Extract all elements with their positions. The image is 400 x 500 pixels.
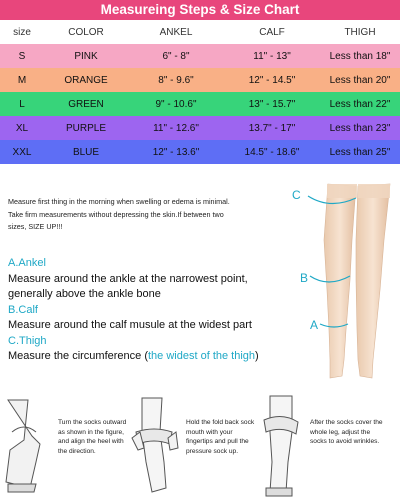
cell-ankel: 6" - 8" [162,50,190,62]
step-line: Hold the fold back sock [186,419,255,426]
step-line: and align the heel with [58,438,124,445]
step-line: mouth with your [186,428,233,436]
thigh-text [8,349,308,365]
cell-ankel: 9" - 10.6" [155,98,197,110]
ankel-text: generally above the ankle bone [8,288,161,300]
step-line: as shown in the figure, [58,428,124,436]
table-header-row [0,20,400,44]
table-row [0,116,400,140]
thigh-highlight: the widest of the thigh [148,350,256,362]
cell-size: XXL [12,146,32,158]
cell-color: BLUE [72,146,100,158]
cell-ankel: 11" - 12.6" [153,122,199,134]
step-line: fingertips and pull the [186,438,249,445]
cell-thigh: Less than 22" [329,98,391,110]
cell-ankel: 8" - 9.6" [158,74,194,86]
step-line: whole leg, adjust the [310,428,371,436]
cell-size: S [18,50,26,62]
thigh-label: C.Thigh [8,334,47,347]
step-line: Turn the socks outward [58,419,127,426]
leg-label-c: C [292,188,301,202]
ankel-label: A.Ankel [8,257,46,269]
header-thigh: THIGH [344,26,376,38]
step-line: After the socks cover the [310,419,383,426]
header-color: COLOR [68,26,104,38]
cell-size: L [19,98,25,110]
cell-thigh: Less than 18" [329,50,391,62]
cell-color: GREEN [68,98,104,110]
stockings-image [300,180,400,380]
cell-size: M [17,74,27,86]
instruction-line: Measure first thing in the morning when swelling or edema is minimal. [8,197,230,206]
table-row [0,92,400,116]
table-row [0,140,400,164]
instruction-line: Take firm measurements without depressing the skin.If between two [8,209,224,219]
leg-label-a: A [310,318,319,332]
cell-calf: 13.7" - 17" [248,122,296,134]
cell-color: PINK [74,50,98,62]
step3-text [310,418,398,447]
cell-size: XL [15,122,29,134]
leg-label-b: B [300,271,309,285]
table-row [0,68,400,92]
step2-image [132,398,178,492]
step-line: the direction. [58,447,96,455]
step1-image [6,400,40,492]
legs-illustration [292,180,400,380]
thigh-text-close: ) [255,350,259,362]
cell-calf: 12" - 14.5" [248,74,296,86]
thigh-text-main: Measure the circumference ( [8,350,148,362]
putting-on-steps [0,392,400,500]
cell-calf: 13" - 15.7" [248,98,296,110]
header-size: size [13,26,31,38]
cell-calf: 11" - 13" [253,50,291,62]
ankel-text: Measure around the ankle at the narrowest point, [8,272,248,285]
header-calf: CALF [259,26,285,38]
cell-thigh: Less than 23" [329,122,391,134]
measurement-instructions [8,196,298,234]
step2-text [186,418,270,456]
chart-title: Measureing Steps & Size Chart [0,0,400,20]
cell-calf: 14.5" - 18.6" [244,146,300,158]
cell-ankel: 12" - 13.6" [152,146,200,158]
step1-text [58,418,138,456]
header-ankel: ANKEL [159,26,193,38]
cell-thigh: Less than 25" [329,146,391,158]
table-row [0,44,400,68]
step-line: socks to avoid wrinkles. [310,438,380,445]
step-line: pressure sock up. [186,447,239,455]
cell-color: PURPLE [65,122,106,134]
cell-color: ORANGE [64,74,108,86]
cell-thigh: Less than 20" [329,74,391,86]
measure-guide [8,256,308,365]
instruction-line: sizes, SIZE UP!!! [8,222,63,231]
calf-label: B.Calf [8,303,38,316]
calf-text: Measure around the calf musule at the widest part [8,319,252,331]
size-chart-table [0,20,400,164]
